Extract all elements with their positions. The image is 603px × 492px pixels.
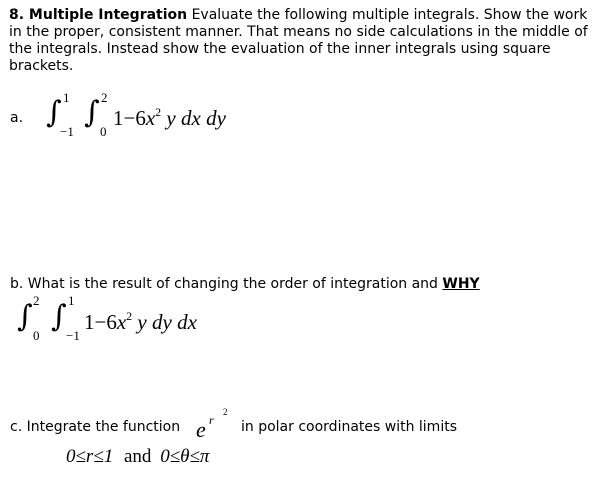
inner-upper-limit: 2 [101, 90, 108, 105]
function-exponent-power: 2 [223, 407, 228, 417]
part-c-label: c. Integrate the function [10, 419, 181, 435]
r-range: 0≤r≤1 [66, 446, 114, 467]
and-word: and [124, 446, 152, 467]
outer-lower-limit: 0 [33, 328, 40, 343]
inner-lower-limit: 0 [100, 124, 107, 139]
problem-statement [9, 7, 597, 75]
outer-integral-sign: ∫ [17, 299, 33, 334]
polar-limits [66, 447, 209, 467]
outer-integral-sign: ∫ [46, 95, 62, 130]
inner-lower-limit: −1 [66, 328, 80, 343]
problem-instructions: Evaluate the following multiple integrals. Show the work in the proper, consistent manner. That means no side calculations in the middle of the integrals. Instead show the evaluation of the inner integrals using square brackets. [9, 7, 588, 74]
problem-title: 8. Multiple Integration [9, 7, 188, 23]
why-emphasis: WHY [442, 276, 480, 292]
part-a-integrand: $1-6x^2$ y dx dy [113, 105, 226, 130]
inner-upper-limit: 1 [68, 293, 75, 308]
theta-range: 0≤θ≤π [160, 446, 210, 467]
part-c-label-tail: in polar coordinates with limits [241, 419, 457, 435]
inner-integral-sign: ∫ [84, 95, 100, 130]
function-exponent-base: r [209, 413, 214, 427]
inner-integral-sign: ∫ [51, 299, 67, 334]
outer-lower-limit: −1 [60, 124, 74, 139]
part-b-integrand: $1-6x^2$ y dy dx [84, 309, 197, 334]
part-b-label [10, 276, 480, 293]
part-a-label: a. [10, 110, 24, 126]
outer-upper-limit: 1 [63, 90, 70, 105]
part-b-question: b. What is the result of changing the order of integration and [10, 276, 438, 292]
function-base: e [196, 417, 206, 442]
outer-upper-limit: 2 [33, 293, 40, 308]
